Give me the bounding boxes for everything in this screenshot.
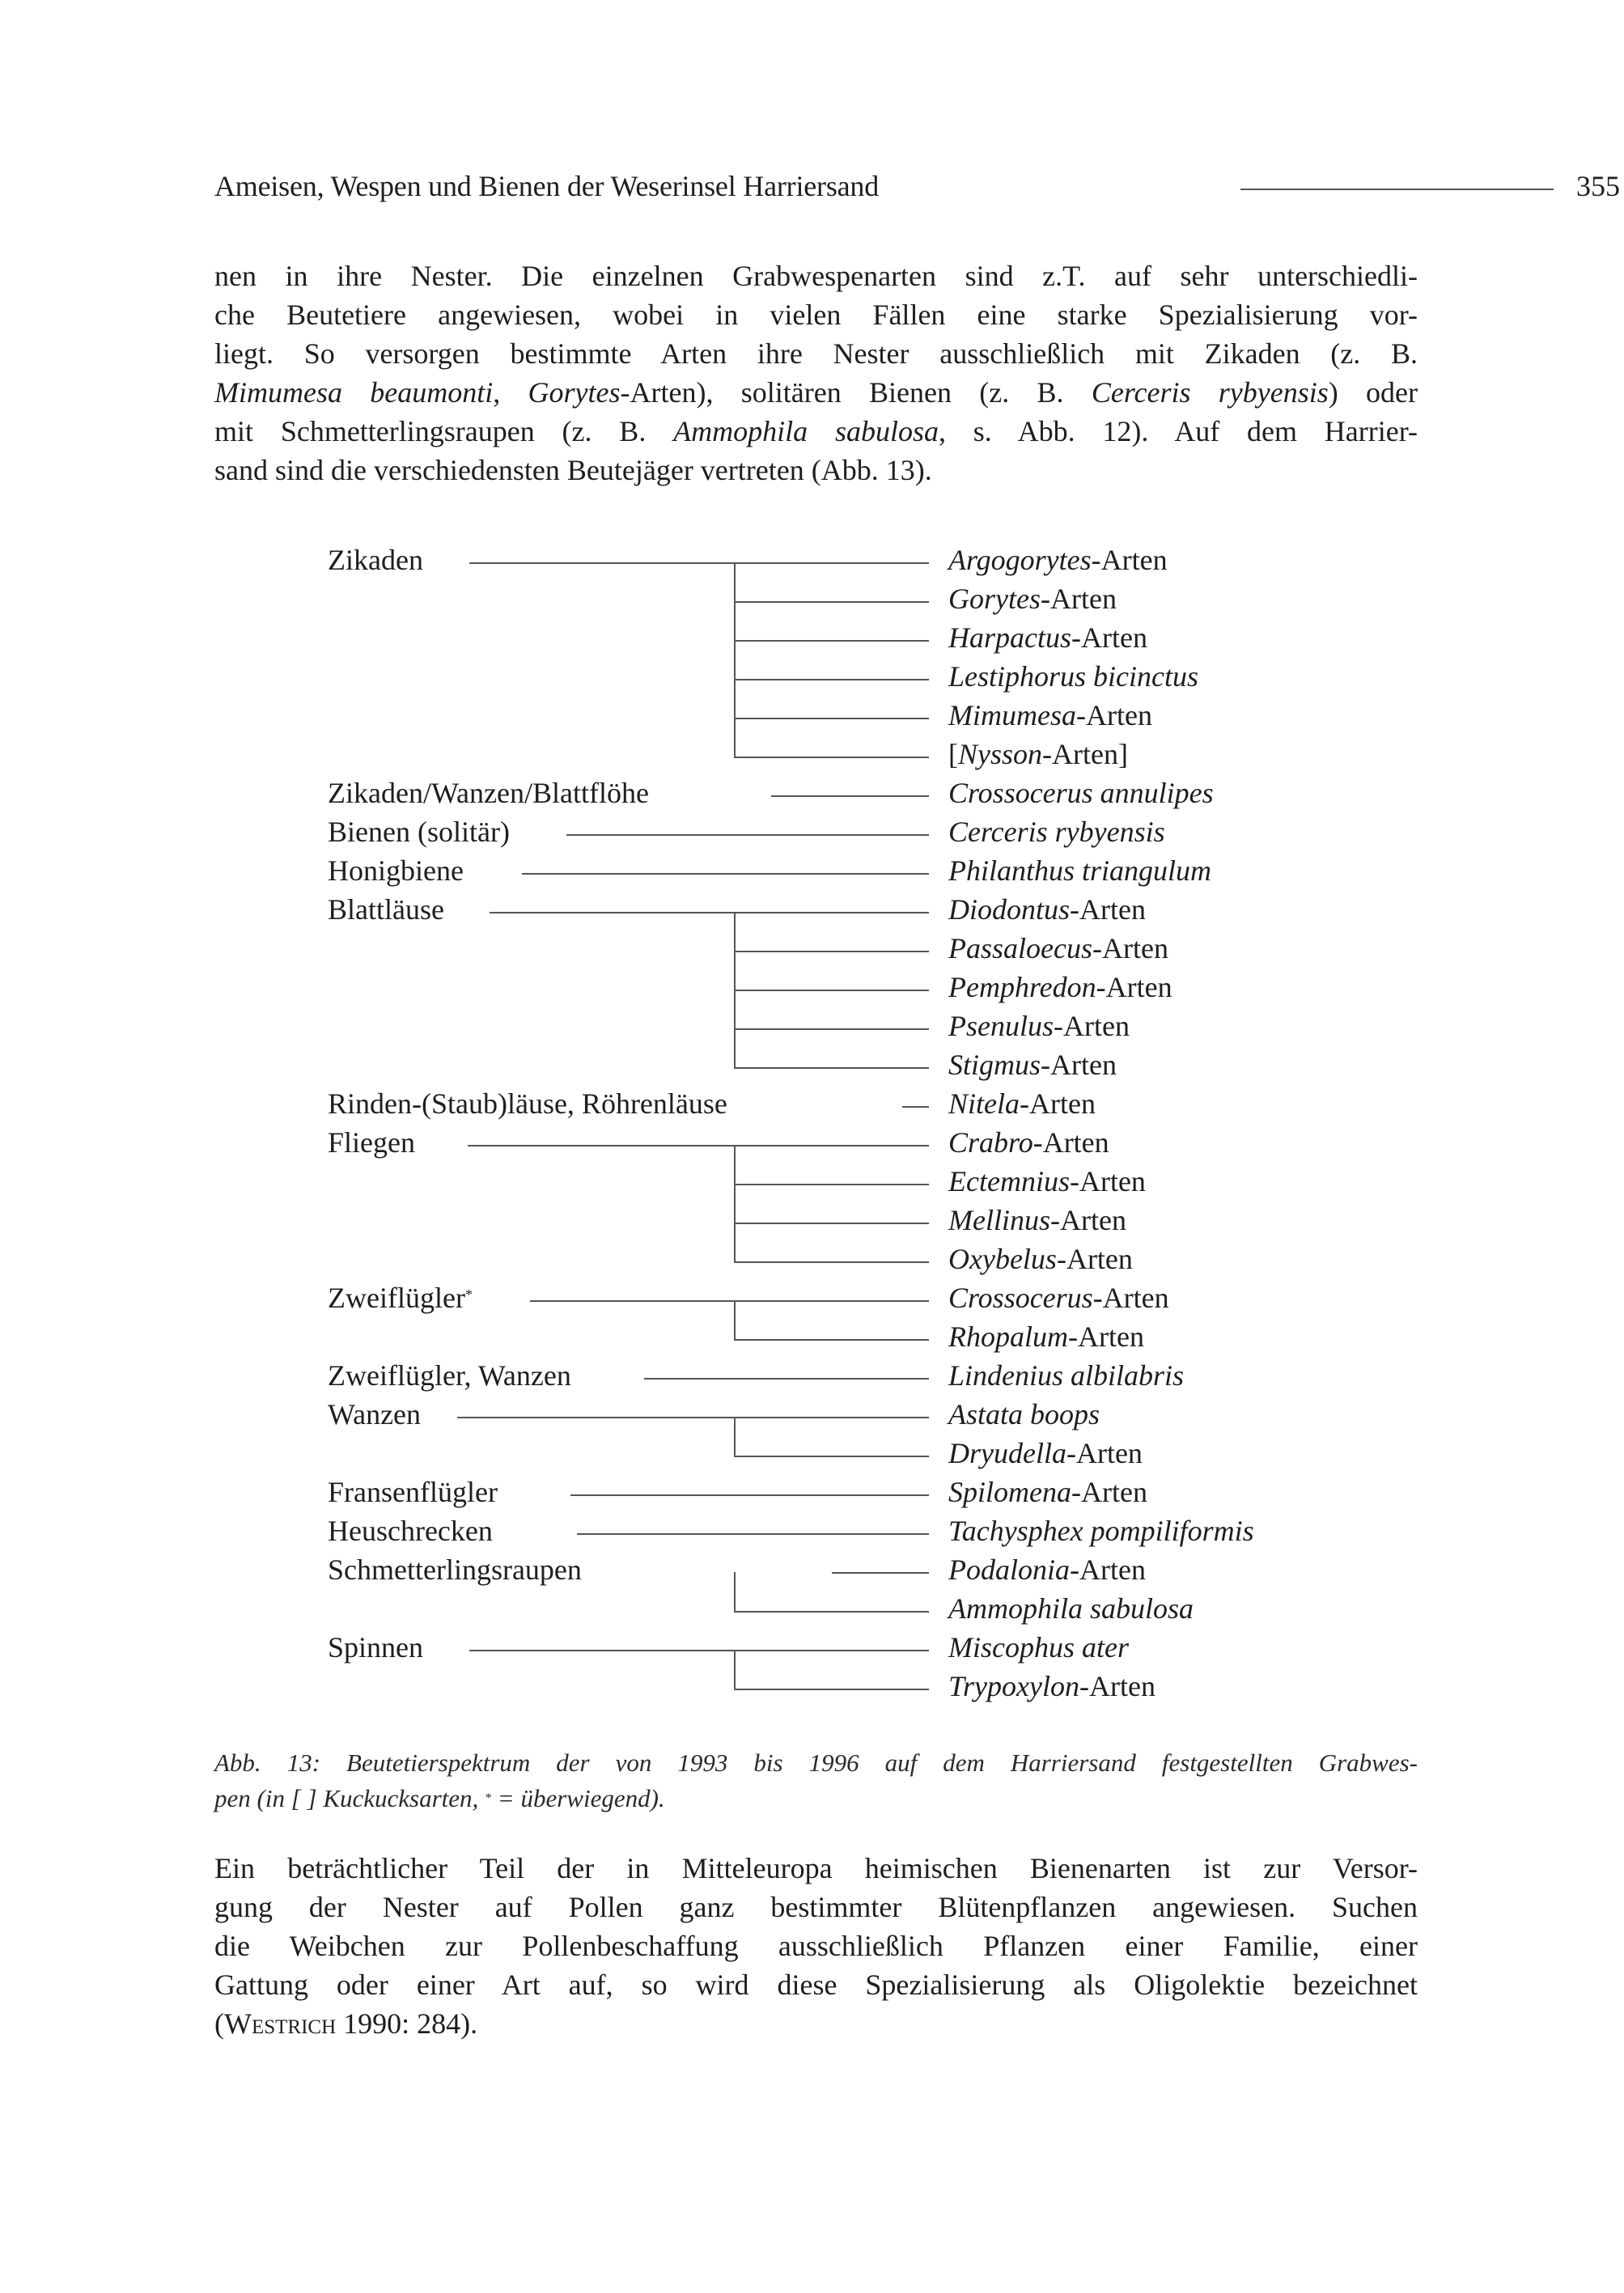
prey-label: Zweiflügler, Wanzen xyxy=(328,1359,571,1392)
wasp-species-label: Harpactus-Arten xyxy=(948,621,1147,654)
caption-line: pen (in [ ] Kuckucksarten, * = überwiegend). xyxy=(214,1784,665,1812)
species-name: Dryudella xyxy=(948,1437,1066,1469)
species-name: Lestiphorus bicinctus xyxy=(948,660,1199,693)
wasp-species-label: Dryudella-Arten xyxy=(948,1437,1143,1469)
species-name: Philanthus triangulum xyxy=(948,854,1212,887)
diagram-row xyxy=(0,971,1624,1028)
species-name: Ammophila sabulosa xyxy=(673,415,939,447)
wasp-species-label: Psenulus-Arten xyxy=(948,1010,1130,1042)
paragraph-line: (Westrich 1990: 284). xyxy=(214,2007,478,2040)
diagram-row xyxy=(0,621,1624,679)
diagram-row xyxy=(0,1243,1624,1300)
diagram-row xyxy=(0,777,1624,834)
species-name: Crossocerus annulipes xyxy=(948,777,1214,809)
wasp-species-label: Podalonia-Arten xyxy=(948,1553,1146,1586)
connector-line xyxy=(566,834,929,836)
wasp-species-label: Crossocerus-Arten xyxy=(948,1282,1169,1314)
paragraph-line: sand sind die verschiedensten Beutejäger vertreten (Abb. 13). xyxy=(214,454,932,486)
wasp-species-label: [Nysson-Arten] xyxy=(948,738,1128,770)
species-name: Gorytes xyxy=(948,583,1041,615)
branch-line xyxy=(734,601,929,603)
wasp-species-label: Passaloecus-Arten xyxy=(948,932,1168,964)
diagram-row xyxy=(0,1165,1624,1223)
paragraph-line: liegt. So versorgen bestimmte Arten ihre Nester ausschließlich mit Zikaden (z. B. xyxy=(214,337,1418,370)
connector-line xyxy=(468,1145,929,1146)
prey-label: Bienen (solitär) xyxy=(328,816,510,848)
diagram-row xyxy=(0,1320,1624,1378)
diagram-row xyxy=(0,854,1624,912)
diagram-row xyxy=(0,738,1624,795)
figure-caption xyxy=(214,1745,1418,1816)
closing-paragraph xyxy=(214,1849,1418,2043)
diagram-row xyxy=(0,1476,1624,1533)
paragraph-line: Gattung oder einer Art auf, so wird diese Spezialisierung als Oligolektie bezeichnet xyxy=(214,1969,1418,2001)
diagram-row xyxy=(0,1359,1624,1417)
diagram-row xyxy=(0,1126,1624,1184)
diagram-row xyxy=(0,699,1624,757)
prey-label: Zikaden xyxy=(328,544,423,576)
diagram-row xyxy=(0,1553,1624,1611)
connector-line xyxy=(457,1417,929,1418)
running-title: Ameisen, Wespen und Bienen der Weserinsel Harriersand xyxy=(214,170,880,202)
connector-line xyxy=(469,1650,929,1651)
prey-label: Zweiflügler* xyxy=(328,1282,473,1314)
wasp-species-label: Trypoxylon-Arten xyxy=(948,1670,1155,1702)
branch-vertical-line xyxy=(734,1650,736,1689)
species-name: Gorytes xyxy=(528,376,621,409)
wasp-species-label: Mellinus-Arten xyxy=(948,1204,1126,1236)
paragraph-line: Ein beträchtlicher Teil der in Mitteleuropa heimischen Bienenarten ist zur Versor- xyxy=(214,1852,1418,1884)
species-name: Harpactus xyxy=(948,621,1071,654)
branch-line xyxy=(734,951,929,952)
wasp-species-label xyxy=(948,812,1165,851)
diagram-row xyxy=(0,1437,1624,1494)
species-name: Passaloecus xyxy=(948,932,1092,964)
caption-line: Abb. 13: Beutetierspektrum der von 1993 bis 1996 auf dem Harriersand festgestellten Grabwes- xyxy=(214,1748,1418,1777)
branch-line xyxy=(734,757,929,758)
species-name: Lindenius albilabris xyxy=(948,1359,1185,1392)
species-name: Astata boops xyxy=(948,1398,1100,1430)
wasp-species-label xyxy=(948,1356,1184,1395)
paragraph-line: gung der Nester auf Pollen ganz bestimmter Blütenpflanzen angewiesen. Suchen xyxy=(214,1891,1418,1923)
branch-line xyxy=(734,1456,929,1457)
branch-line xyxy=(734,1067,929,1069)
wasp-species-label: Diodontus-Arten xyxy=(948,893,1146,926)
prey-label: Fransenflügler xyxy=(328,1476,498,1508)
branch-vertical-line xyxy=(734,1572,736,1611)
species-name: Stigmus xyxy=(948,1049,1041,1081)
species-name: Mimumesa xyxy=(948,699,1076,731)
wasp-species-label: Rhopalum-Arten xyxy=(948,1320,1144,1353)
wasp-species-label xyxy=(948,851,1211,890)
wasp-species-label: Ectemnius-Arten xyxy=(948,1165,1146,1197)
diagram-row xyxy=(0,816,1624,873)
connector-line xyxy=(577,1533,929,1535)
species-name: Mellinus xyxy=(948,1204,1050,1236)
species-name: Argogorytes xyxy=(948,544,1092,576)
species-name: Trypoxylon xyxy=(948,1670,1079,1702)
species-name: Rhopalum xyxy=(948,1320,1068,1353)
connector-line xyxy=(522,873,929,875)
wasp-species-label xyxy=(948,1395,1100,1434)
branch-line xyxy=(734,1339,929,1341)
wasp-species-label xyxy=(948,1628,1129,1667)
branch-line xyxy=(734,1611,929,1613)
wasp-species-label: Gorytes-Arten xyxy=(948,583,1117,615)
species-name: Mimumesa beaumonti xyxy=(214,376,494,409)
wasp-species-label xyxy=(948,774,1214,812)
citation-author: Westrich xyxy=(224,2007,337,2040)
footnote-asterisk: * xyxy=(464,1286,473,1303)
species-name: Cerceris rybyensis xyxy=(1091,376,1329,409)
prey-label: Spinnen xyxy=(328,1631,424,1664)
diagram-row xyxy=(0,544,1624,601)
branch-line xyxy=(734,718,929,719)
diagram-row xyxy=(0,932,1624,990)
connector-line xyxy=(771,795,929,797)
branch-line xyxy=(734,1261,929,1263)
species-name: Tachysphex pompiliformis xyxy=(948,1515,1254,1547)
wasp-species-label: Oxybelus-Arten xyxy=(948,1243,1133,1275)
paragraph-line: mit Schmetterlingsraupen (z. B. Ammophila sabulosa, s. Abb. 12). Auf dem Harrier- xyxy=(214,415,1418,447)
diagram-row xyxy=(0,1087,1624,1145)
wasp-species-label xyxy=(948,1589,1194,1628)
branch-line xyxy=(734,679,929,680)
species-name: Pemphredon xyxy=(948,971,1096,1003)
species-name: Spilomena xyxy=(948,1476,1071,1508)
species-name: Cerceris rybyensis xyxy=(948,816,1165,848)
species-name: Ammophila sabulosa xyxy=(948,1592,1194,1625)
diagram-row xyxy=(0,1204,1624,1261)
branch-vertical-line xyxy=(734,1417,736,1456)
species-name: Crossocerus xyxy=(948,1282,1093,1314)
wasp-species-label: Pemphredon-Arten xyxy=(948,971,1172,1003)
wasp-species-label xyxy=(948,657,1198,696)
wasp-species-label: Stigmus-Arten xyxy=(948,1049,1117,1081)
diagram-row xyxy=(0,1670,1624,1727)
paragraph-line: die Weibchen zur Pollenbeschaffung ausschließlich Pflanzen einer Familie, einer xyxy=(214,1930,1418,1962)
paragraph-line: che Beutetiere angewiesen, wobei in vielen Fällen eine starke Spezialisierung vor- xyxy=(214,299,1418,331)
branch-vertical-line xyxy=(734,1300,736,1339)
branch-line xyxy=(734,1689,929,1690)
species-name: Nitela xyxy=(948,1087,1020,1120)
species-name: Podalonia xyxy=(948,1553,1070,1586)
diagram-row xyxy=(0,1010,1624,1067)
diagram-row xyxy=(0,1282,1624,1339)
branch-line xyxy=(734,1028,929,1030)
species-name: Crabro xyxy=(948,1126,1033,1159)
species-name: Nysson xyxy=(958,738,1043,770)
diagram-row xyxy=(0,893,1624,951)
connector-line xyxy=(469,562,929,564)
branch-line xyxy=(734,1184,929,1185)
connector-line xyxy=(530,1300,929,1302)
prey-label: Heuschrecken xyxy=(328,1515,493,1547)
connector-line xyxy=(570,1494,929,1496)
wasp-species-label: Spilomena-Arten xyxy=(948,1476,1147,1508)
page-number: 355 xyxy=(1576,170,1620,202)
branch-vertical-line xyxy=(734,912,736,1067)
species-name: Diodontus xyxy=(948,893,1071,926)
branch-line xyxy=(734,1223,929,1224)
prey-label: Schmetterlingsraupen xyxy=(328,1553,582,1586)
paragraph-line: nen in ihre Nester. Die einzelnen Grabwespenarten sind z.T. auf sehr unterschiedli- xyxy=(214,260,1418,292)
branch-line xyxy=(734,990,929,991)
connector-line xyxy=(902,1106,929,1108)
prey-label: Blattläuse xyxy=(328,893,444,926)
paragraph-line: Mimumesa beaumonti, Gorytes-Arten), solitären Bienen (z. B. Cerceris rybyensis) oder xyxy=(214,376,1418,409)
wasp-species-label: Mimumesa-Arten xyxy=(948,699,1152,731)
connector-line xyxy=(490,912,929,913)
species-name: Psenulus xyxy=(948,1010,1054,1042)
diagram-row xyxy=(0,583,1624,640)
diagram-row xyxy=(0,1049,1624,1106)
species-name: Miscophus ater xyxy=(948,1631,1129,1664)
wasp-species-label: Nitela-Arten xyxy=(948,1087,1096,1120)
wasp-species-label xyxy=(948,1511,1254,1550)
prey-label: Fliegen xyxy=(328,1126,415,1159)
branch-line xyxy=(734,640,929,642)
branch-vertical-line xyxy=(734,1145,736,1261)
species-name: Ectemnius xyxy=(948,1165,1070,1197)
connector-line xyxy=(644,1378,929,1380)
diagram-row xyxy=(0,1631,1624,1689)
prey-label: Wanzen xyxy=(328,1398,422,1430)
connector-line xyxy=(832,1572,929,1574)
diagram-row xyxy=(0,1398,1624,1456)
species-name: Oxybelus xyxy=(948,1243,1057,1275)
wasp-species-label: Argogorytes-Arten xyxy=(948,544,1168,576)
footnote-asterisk: * xyxy=(485,1791,492,1805)
prey-label: Honigbiene xyxy=(328,854,464,887)
prey-label: Rinden-(Staub)läuse, Röhrenläuse xyxy=(328,1087,727,1120)
diagram-row xyxy=(0,1592,1624,1650)
branch-vertical-line xyxy=(734,562,736,757)
diagram-row xyxy=(0,1515,1624,1572)
wasp-species-label: Crabro-Arten xyxy=(948,1126,1109,1159)
diagram-row xyxy=(0,660,1624,718)
prey-label: Zikaden/Wanzen/Blattflöhe xyxy=(328,777,649,809)
